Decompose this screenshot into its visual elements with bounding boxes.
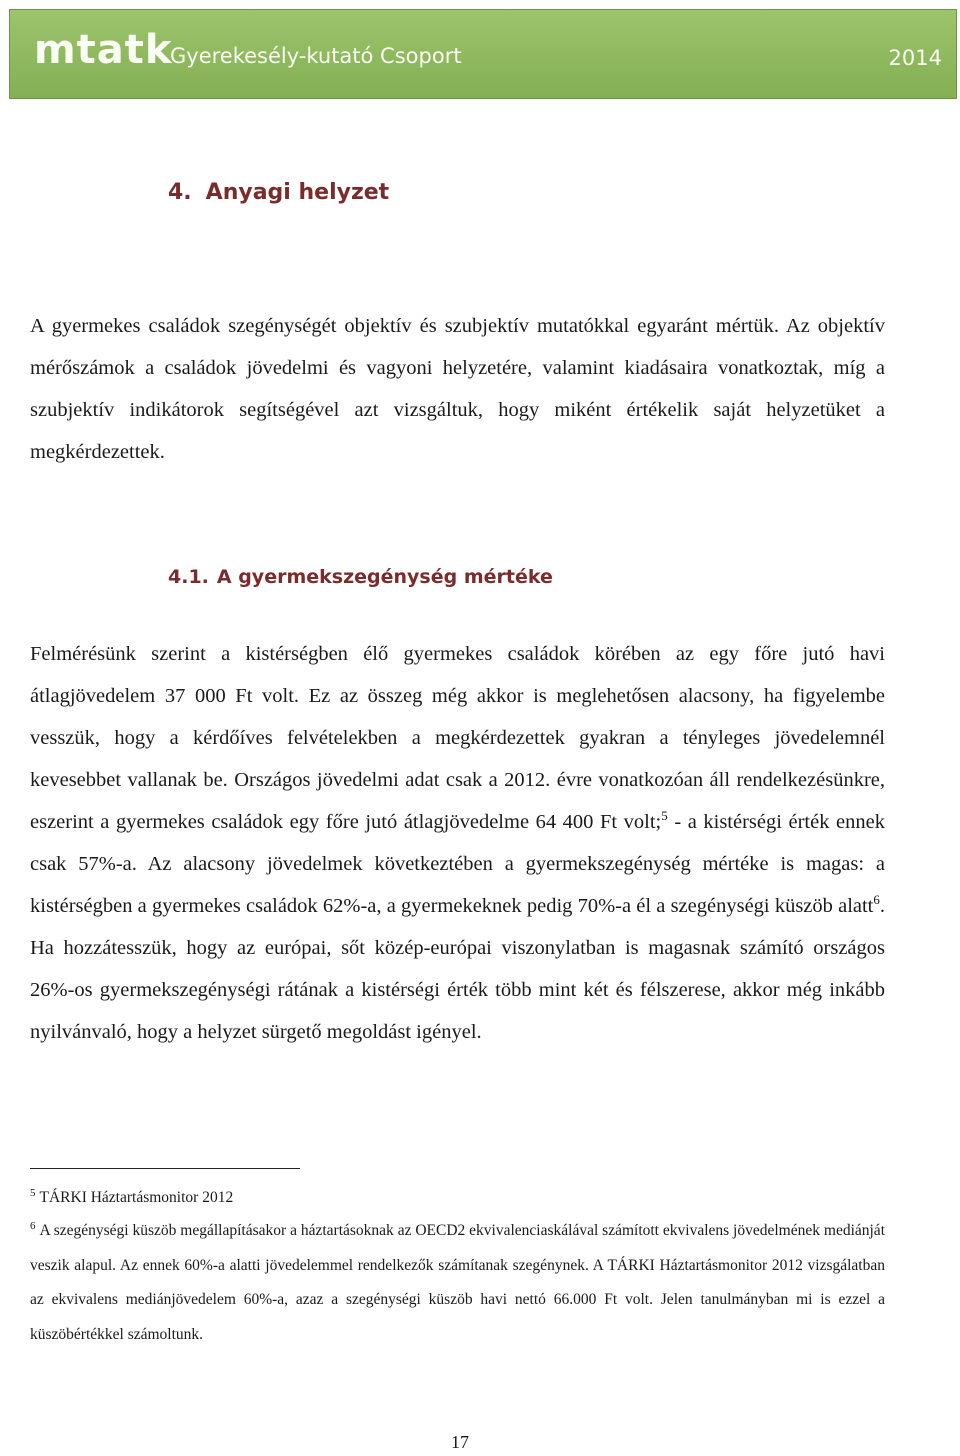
body-text-part-c: . Ha hozzátesszük, hogy az európai, sőt közép-európai viszonylatban is magasnak számító országos 26%-os gyermekszegénységi rátának a kistérségi érték több mint két és félszerese, akkor még inkább nyilvánvaló, hogy a helyzet sürgető megoldást igényel. <box>30 895 885 1043</box>
footnote-ref-5: 5 <box>661 808 668 824</box>
footnote-mark: 6 <box>30 1219 36 1232</box>
page-number: 17 <box>451 1432 469 1452</box>
footnote-ref-6: 6 <box>873 892 880 908</box>
footnote-text: A szegénységi küszöb megállapításakor a háztartásoknak az OECD2 ekvivalenciaskálával számított ekvivalens jövedelmének mediánját veszik alapul. Az ennek 60%-a alatti jövedelemmel rendelkezők számítanak szegénynek. A TÁRKI Háztartásmonitor 2012 vizsgálatban az ekvivalens mediánjövedelem 60%-a, azaz a szegénységi küszöb havi nettó 66.000 Ft volt. Jelen tanulmányban mi is ezzel a küszöbértékkel számoltunk. <box>30 1222 885 1343</box>
footnote-mark: 5 <box>30 1186 36 1199</box>
body-text-part-b: - a kistérségi érték ennek csak 57%-a. Az alacsony jövedelmek következtében a gyermekszegénység mértéke is magas: a kistérségben a gyermekes családok 62%-a, a gyermekeknek pedig 70%-a él a szegénységi küszöb alatt <box>30 811 885 917</box>
subsection-heading <box>168 566 553 588</box>
header-year: 2014 <box>888 46 942 70</box>
body-text-part-a: Felmérésünk szerint a kistérségben élő gyermekes családok körében az egy főre jutó havi átlagjövedelem 37 000 Ft volt. Ez az összeg még akkor is meglehetősen alacsony, ha figyelembe vesszük, hogy a kérdőíves felvételekben a megkérdezettek gyakran a tényleges jövedelemnél kevesebbet vallanak be. Országos jövedelmi adat csak a 2012. évre vonatkozóan áll rendelkezésünkre, eszerint a gyermekes családok egy főre jutó átlagjövedelme 64 400 Ft volt; <box>30 643 885 833</box>
mtatk-logo: mtatk <box>34 27 173 73</box>
page-header-banner <box>9 9 957 99</box>
section-heading <box>168 180 389 205</box>
section-title: Anyagi helyzet <box>205 180 390 205</box>
subsection-body-paragraph <box>30 633 885 1053</box>
section-intro-paragraph: A gyermekes családok szegénységét objektív és szubjektív mutatókkal egyaránt mértük. Az objektív mérőszámok a családok jövedelmi és vagyoni helyzetére, valamint kiadásaira vonatkoztak, míg a szubjektív indikátorok segítségével azt vizsgáltuk, hogy miként értékelik saját helyzetüket a megkérdezettek. <box>30 315 885 463</box>
footnote-6 <box>30 1214 885 1352</box>
footnote-separator <box>30 1168 300 1169</box>
subsection-title: A gyermekszegénység mértéke <box>216 566 553 588</box>
footnote-5 <box>30 1181 233 1215</box>
research-group-name: Gyerekesély-kutató Csoport <box>170 44 462 68</box>
footnote-text: TÁRKI Háztartásmonitor 2012 <box>39 1189 234 1206</box>
subsection-number: 4.1. <box>168 566 209 588</box>
section-number: 4. <box>168 180 192 205</box>
